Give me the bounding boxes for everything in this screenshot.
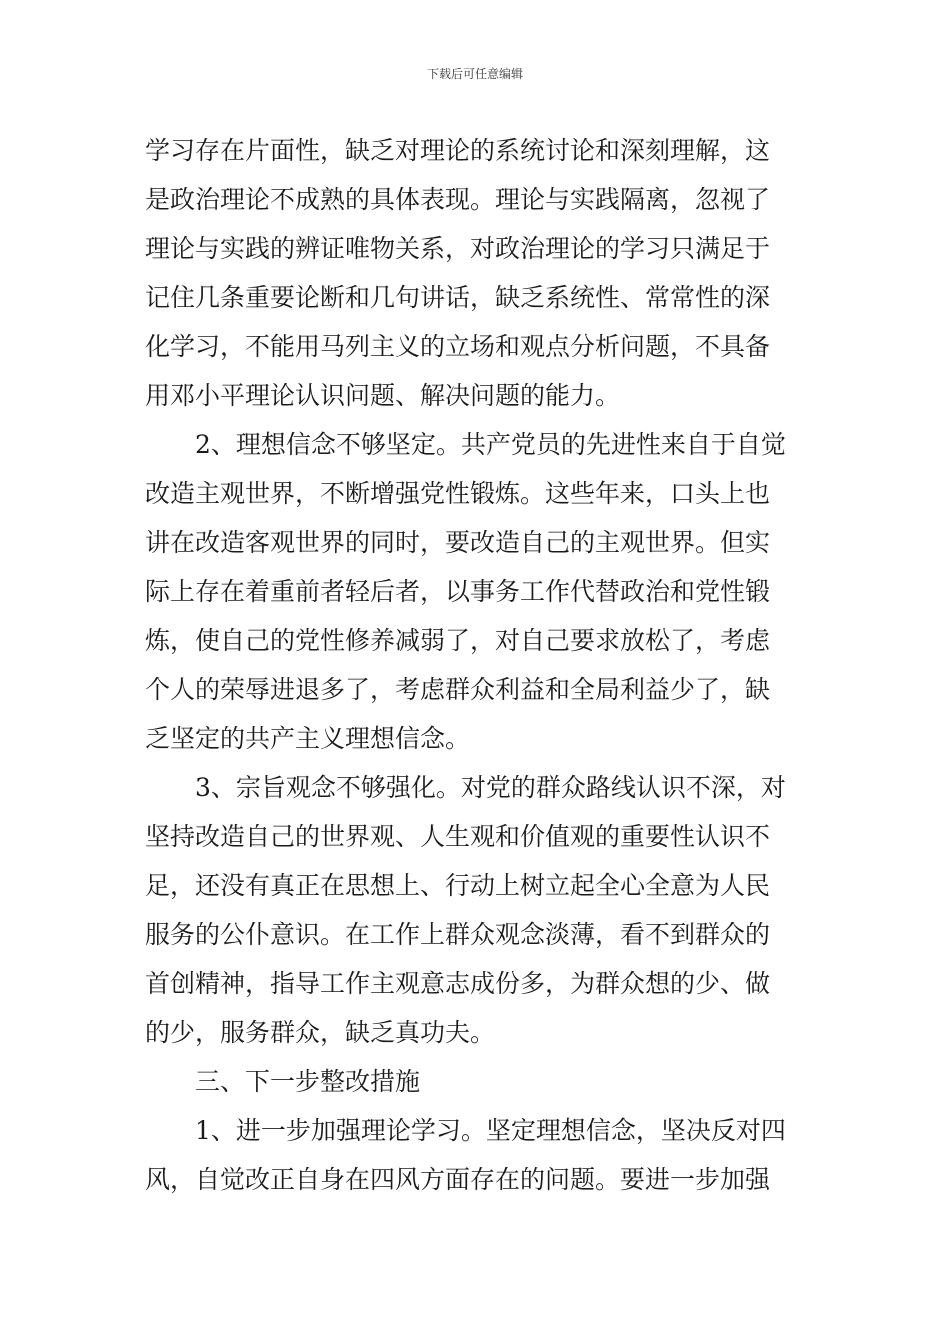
text-line: 1、进一步加强理论学习。坚定理想信念，坚决反对四 (195, 1116, 786, 1145)
paragraph-2 (145, 420, 807, 763)
text-line: 学习存在片面性，缺乏对理论的系统讨论和深刻理解，这 (145, 136, 771, 165)
text-line: 的少，服务群众，缺乏真功夫。 (145, 1018, 496, 1047)
text-line: 是政治理论不成熟的具体表现。理论与实践隔离，忽视了 (145, 185, 771, 214)
paragraph-4 (145, 1106, 807, 1204)
text-line: 化学习，不能用马列主义的立场和观点分析问题，不具备 (145, 332, 771, 361)
page-header: 下载后可任意编辑 (426, 67, 523, 81)
text-line: 际上存在着重前者轻后者，以事务工作代替政治和党性锻 (145, 577, 771, 606)
text-line: 用邓小平理论认识问题、解决问题的能力。 (145, 381, 621, 410)
text-line: 炼，使自己的党性修养减弱了，对自己要求放松了，考虑 (145, 626, 771, 655)
text-line: 服务的公仆意识。在工作上群众观念淡薄，看不到群众的 (145, 920, 771, 949)
text-line: 足，还没有真正在思想上、行动上树立起全心全意为人民 (145, 871, 771, 900)
text-line: 2、理想信念不够坚定。共产党员的先进性来自于自觉 (195, 430, 786, 459)
text-line: 讲在改造客观世界的同时，要改造自己的主观世界。但实 (145, 528, 771, 557)
text-line: 风，自觉改正自身在四风方面存在的问题。要进一步加强 (145, 1165, 771, 1194)
text-line: 3、宗旨观念不够强化。对党的群众路线认识不深，对 (195, 773, 786, 802)
text-line: 理论与实践的辨证唯物关系，对政治理论的学习只满足于 (145, 234, 771, 263)
text-line: 改造主观世界，不断增强党性锻炼。这些年来，口头上也 (145, 479, 771, 508)
heading-line: 三、下一步整改措施 (195, 1067, 421, 1096)
paragraph-3 (145, 763, 807, 1057)
text-line: 乏坚定的共产主义理想信念。 (145, 724, 471, 753)
paragraph-1 (145, 126, 807, 420)
text-line: 首创精神，指导工作主观意志成份多，为群众想的少、做 (145, 969, 771, 998)
text-line: 记住几条重要论断和几句讲话，缺乏系统性、常常性的深 (145, 283, 771, 312)
text-line: 个人的荣辱进退多了，考虑群众利益和全局利益少了，缺 (145, 675, 771, 704)
section-heading (145, 1057, 807, 1106)
document-body (145, 126, 807, 1204)
text-line: 坚持改造自己的世界观、人生观和价值观的重要性认识不 (145, 822, 771, 851)
